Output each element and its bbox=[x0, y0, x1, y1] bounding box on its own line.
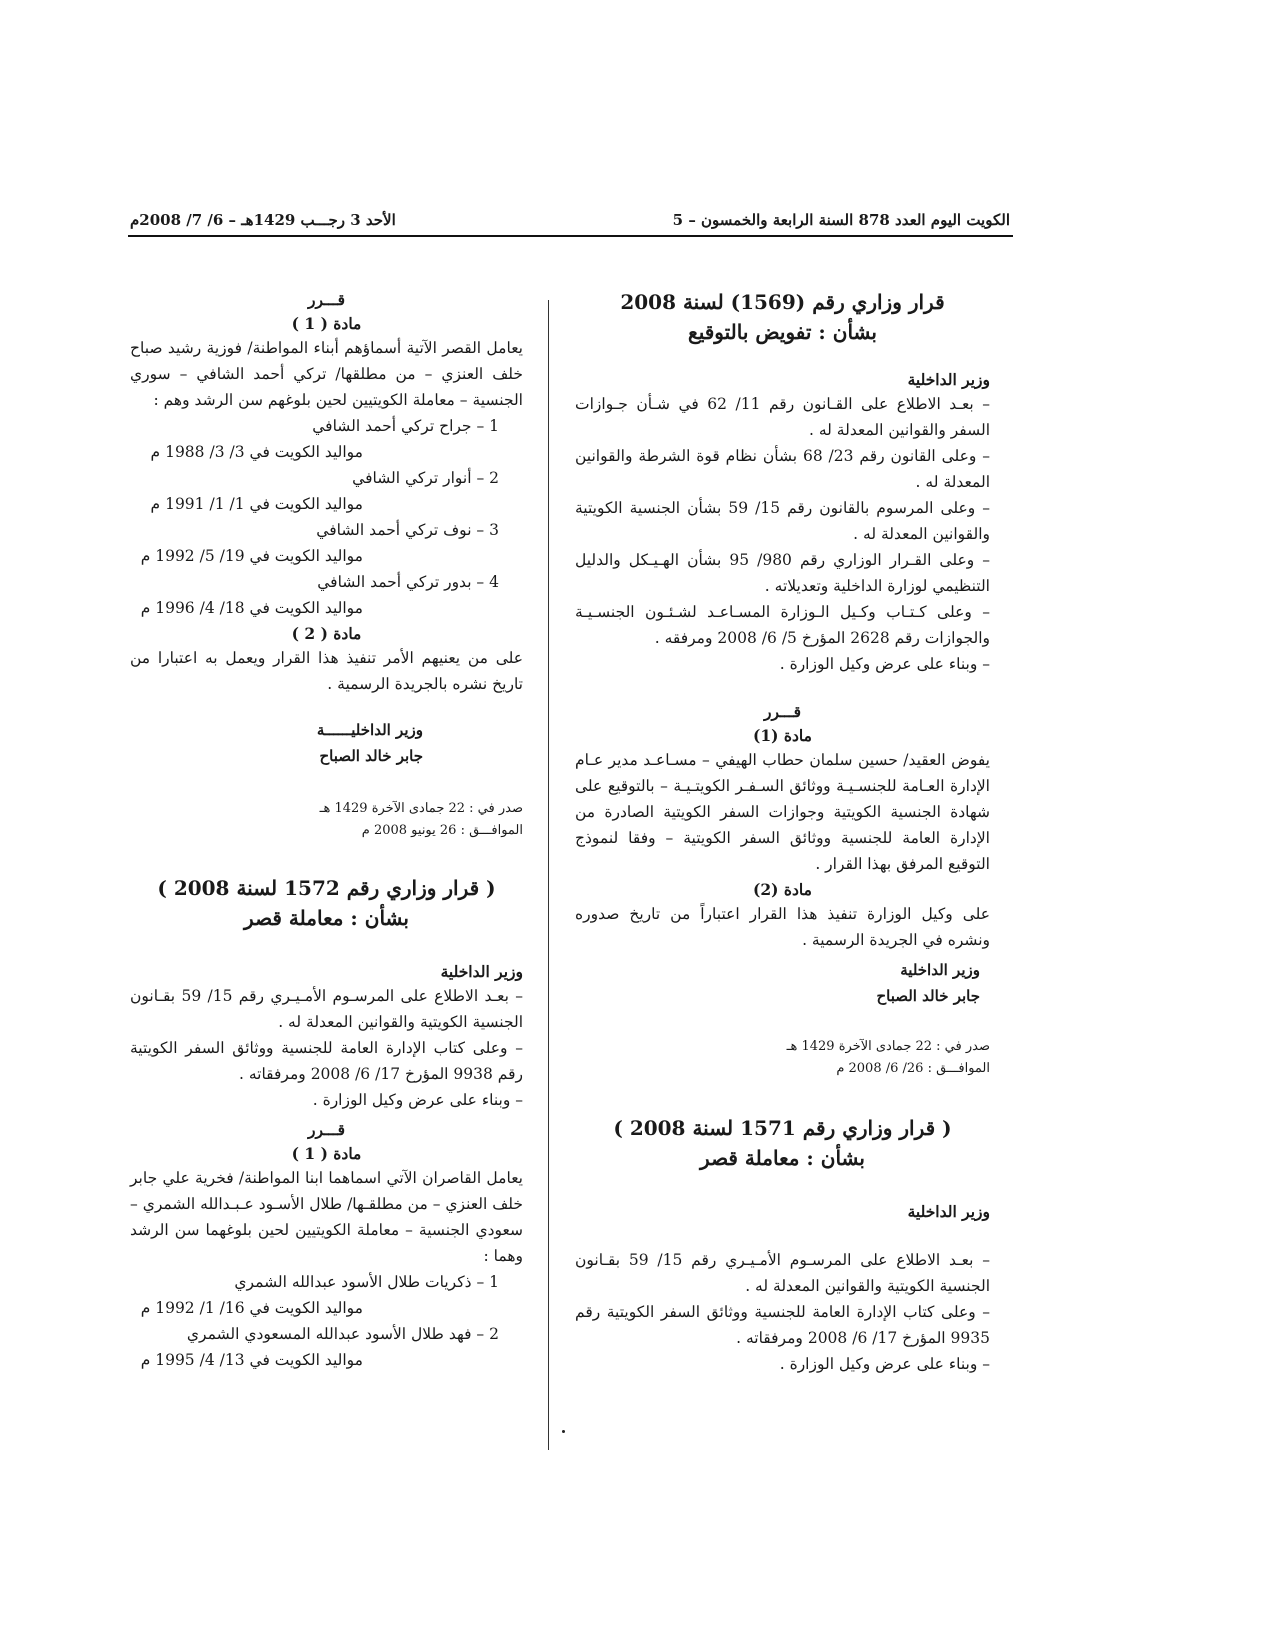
child-name: 3 – نوف تركي أحمد الشافي bbox=[316, 521, 499, 539]
signature-name: جابر خالد الصباح bbox=[876, 987, 980, 1005]
child-birth: مواليد الكويت في 13/ 4/ 1995 م bbox=[140, 1351, 363, 1369]
recital: – وبناء على عرض وكيل الوزارة . bbox=[779, 1355, 990, 1373]
article-1-text: يعامل القصر الآتية أسماؤهم أبناء المواطنة/ فوزية رشيد صباح خلف العنزي – من مطلقها/ تركي أحمد الشافي – سوري الجنسية – معاملة الكويتيين لحين بلوغهم سن الرشد وهم : bbox=[130, 339, 523, 409]
article-1-label: مادة ( 1 ) bbox=[291, 1144, 362, 1163]
signature-name: جابر خالد الصباح bbox=[319, 747, 423, 765]
recital: – وبناء على عرض وكيل الوزارة . bbox=[779, 655, 990, 673]
issue-header: الكويت اليوم العدد 878 السنة الرابعة والخمسون – 5 bbox=[672, 211, 1010, 229]
recital: – بعـد الاطلاع على المرسـوم الأمـيـري رقم 15/ 59 بقـانون الجنسية الكويتية والقوانين المعدلة له . bbox=[575, 1251, 990, 1295]
child-birth: مواليد الكويت في 1/ 1/ 1991 م bbox=[150, 495, 363, 513]
signature-title: وزير الداخلية bbox=[900, 961, 980, 979]
corresponding-date: الموافـــق : 26 يونيو 2008 م bbox=[361, 823, 523, 838]
recital: – وعلى كـتـاب وكـيل الـوزارة المسـاعـد لشـئـون الجنسـيـة والجوازات رقم 2628 المؤرخ 5/ 6/ 2008 ومرفقه . bbox=[575, 603, 990, 647]
decree-1571-authority: وزير الداخلية bbox=[907, 1202, 990, 1221]
recital: – وعلى المرسوم بالقانون رقم 15/ 59 بشأن الجنسية الكويتية والقوانين المعدلة له . bbox=[575, 499, 990, 543]
date-header: الأحد 3 رجـــب 1429هـ – 6/ 7/ 2008م bbox=[130, 211, 396, 229]
recital: – وعلى كتاب الإدارة العامة للجنسية ووثائق السفر الكويتية رقم 9935 المؤرخ 17/ 6/ 2008 ومرفقاته . bbox=[575, 1303, 990, 1347]
article-1-label: مادة ( 1 ) bbox=[291, 314, 362, 333]
decided-label: قـــرر bbox=[763, 702, 802, 721]
child-birth: مواليد الكويت في 16/ 1/ 1992 م bbox=[140, 1299, 363, 1317]
decree-1572-title: ( قرار وزاري رقم 1572 لسنة 2008 ) bbox=[157, 876, 496, 900]
child-name: 1 – ذكريات طلال الأسود عبدالله الشمري bbox=[234, 1273, 499, 1291]
decree-1571-subject: بشأن : معاملة قصر bbox=[700, 1146, 865, 1170]
child-birth: مواليد الكويت في 18/ 4/ 1996 م bbox=[140, 599, 363, 617]
issued-date: صدر في : 22 جمادى الآخرة 1429 هـ bbox=[319, 801, 523, 816]
signature-title: وزير الداخليــــــة bbox=[316, 721, 423, 739]
article-2-text: على وكيل الوزارة تنفيذ هذا القرار اعتباراً من تاريخ صدوره ونشره في الجريدة الرسمية . bbox=[575, 905, 990, 949]
decided-label: قـــرر bbox=[307, 1120, 346, 1139]
decree-1572-subject: بشأن : معاملة قصر bbox=[244, 906, 409, 930]
column-divider bbox=[548, 300, 549, 1450]
child-birth: مواليد الكويت في 19/ 5/ 1992 م bbox=[140, 547, 363, 565]
child-birth: مواليد الكويت في 3/ 3/ 1988 م bbox=[150, 443, 363, 461]
decree-1571-title: ( قرار وزاري رقم 1571 لسنة 2008 ) bbox=[613, 1116, 952, 1140]
recital: – بعـد الاطلاع على المرسـوم الأمـيـري رقم 15/ 59 بقـانون الجنسية الكويتية والقوانين المعدلة له . bbox=[130, 987, 523, 1031]
article-1-text: يفوض العقيد/ حسين سلمان حطاب الهيفي – مسـاعـد مدير عـام الإدارة العـامة للجنسـيـة ووثائق السـفـر الكويتـيـة – بالتوقيع على شهادة الجنسية الكويتية وجوازات السفر الكويتية الصادرة من الإدارة العامة للجنسية ووثائق السفر الكويتية – وفقا لنموذج التوقيع المرفق بهذا القرار . bbox=[575, 751, 990, 873]
recital: – وعلى القـرار الوزاري رقم 980/ 95 بشأن الهـيـكل والدليل التنظيمي لوزارة الداخلية وتعديلاته . bbox=[575, 551, 990, 595]
article-2-label: مادة (2) bbox=[753, 880, 812, 899]
article-1-text: يعامل القاصران الآتي اسماهما ابنا المواطنة/ فخرية علي جابر خلف العنزي – من مطلقـها/ طلال الأسـود عـبـدالله الشمري – سعودي الجنسية – معاملة الكويتيين لحين بلوغهما سن الرشد وهما : bbox=[130, 1169, 523, 1265]
recital: – وعلى كتاب الإدارة العامة للجنسية ووثائق السفر الكويتية رقم 9938 المؤرخ 17/ 6/ 2008 ومرفقاته . bbox=[130, 1039, 523, 1083]
decree-1569-title: قرار وزاري رقم (1569) لسنة 2008 bbox=[620, 290, 945, 314]
header-rule bbox=[128, 235, 1013, 237]
child-name: 2 – أنوار تركي الشافي bbox=[352, 469, 499, 487]
children-list bbox=[130, 413, 523, 621]
decree-1572-authority: وزير الداخلية bbox=[440, 962, 523, 981]
decided-label: قـــرر bbox=[307, 290, 346, 309]
scan-speck bbox=[562, 1430, 565, 1433]
decree-1572-recitals bbox=[130, 983, 523, 1113]
issued-date: صدر في : 22 جمادى الآخرة 1429 هـ bbox=[786, 1039, 990, 1054]
child-name: 4 – بدور تركي أحمد الشافي bbox=[317, 573, 499, 591]
decree-1569-recitals bbox=[575, 391, 990, 677]
recital: – وبناء على عرض وكيل الوزارة . bbox=[312, 1091, 523, 1109]
child-name: 1 – جراح تركي أحمد الشافي bbox=[312, 417, 499, 435]
article-2-text: على من يعنيهم الأمر تنفيذ هذا القرار ويعمل به اعتبارا من تاريخ نشره بالجريدة الرسمية . bbox=[130, 649, 523, 693]
child-name: 2 – فهد طلال الأسود عبدالله المسعودي الشمري bbox=[186, 1325, 499, 1343]
recital: – بعـد الاطلاع على القـانون رقم 11/ 62 في شـأن جـوازات السفر والقوانين المعدلة له . bbox=[575, 395, 990, 439]
decree-1571-recitals bbox=[575, 1247, 990, 1377]
article-1-label: مادة (1) bbox=[753, 726, 812, 745]
decree-1569-subject: بشأن : تفويض بالتوقيع bbox=[688, 320, 877, 344]
recital: – وعلى القانون رقم 23/ 68 بشأن نظام قوة الشرطة والقوانين المعدلة له . bbox=[575, 447, 990, 491]
corresponding-date: الموافـــق : 26/ 6/ 2008 م bbox=[836, 1061, 990, 1076]
decree-1569-authority: وزير الداخلية bbox=[907, 370, 990, 389]
article-2-label: مادة ( 2 ) bbox=[291, 624, 362, 643]
children-list bbox=[130, 1269, 523, 1373]
